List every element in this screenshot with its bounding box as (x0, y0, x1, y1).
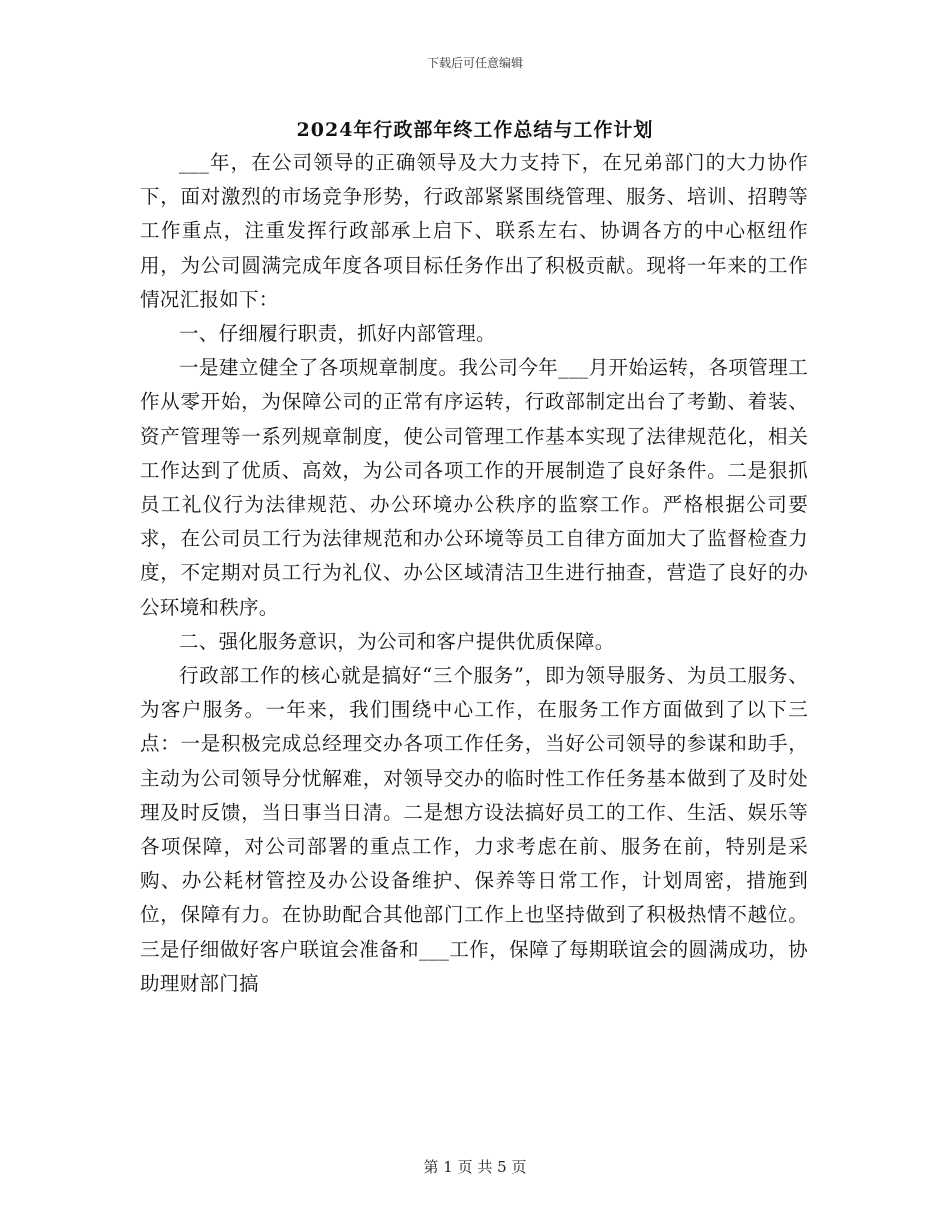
page-number: 第 1 页 共 5 页 (423, 1158, 527, 1176)
section-heading-1: 一、仔细履行职责，抓好内部管理。 (179, 322, 496, 346)
document-body (140, 146, 808, 1001)
document-title: 2024年行政部年终工作总结与工作计划 (296, 119, 654, 141)
header-note: 下载后可任意编辑 (426, 56, 523, 70)
section-heading-2: 二、强化服务意识，为公司和客户提供优质保障。 (179, 629, 615, 653)
paragraph-intro: ___年，在公司领导的正确领导及大力支持下，在兄弟部门的大力协作下，面对激烈的市场竞争形势，行政部紧紧围绕管理、服务、培训、招聘等工作重点，注重发挥行政部承上启下、联系左右、协调各方的中心枢纽作用，为公司圆满完成年度各项目标任务作出了积极贡献。现将一年来的工作情况汇报如下： (140, 151, 808, 311)
paragraph-section-2: 行政部工作的核心就是搞好“三个服务”，即为领导服务、为员工服务、为客户服务。一年来，我们围绕中心工作，在服务工作方面做到了以下三点：一是积极完成总经理交办各项工作任务，当好公司领导的参谋和助手，主动为公司领导分忧解难，对领导交办的临时性工作任务基本做到了及时处理及时反馈，当日事当日清。二是想方设法搞好员工的工作、生活、娱乐等各项保障，对公司部署的重点工作，力求考虑在前、服务在前，特别是采购、办公耗材管控及办公设备维护、保养等日常工作，计划周密，措施到位，保障有力。在协助配合其他部门工作上也坚持做到了积极热情不越位。三是仔细做好客户联谊会准备和___工作，保障了每期联谊会的圆满成功，协助理财部门搞 (140, 664, 808, 995)
paragraph-section-1: 一是建立健全了各项规章制度。我公司今年___月开始运转，各项管理工作从零开始，为保障公司的正常有序运转，行政部制定出台了考勤、着装、资产管理等一系列规章制度，使公司管理工作基本实现了法律规范化，相关工作达到了优质、高效，为公司各项工作的开展制造了良好条件。二是狠抓员工礼仪行为法律规范、办公环境办公秩序的监察工作。严格根据公司要求，在公司员工行为法律规范和办公环境等员工自律方面加大了监督检查力度，不定期对员工行为礼仪、办公区域清洁卫生进行抽查，营造了良好的办公环境和秩序。 (140, 356, 808, 619)
